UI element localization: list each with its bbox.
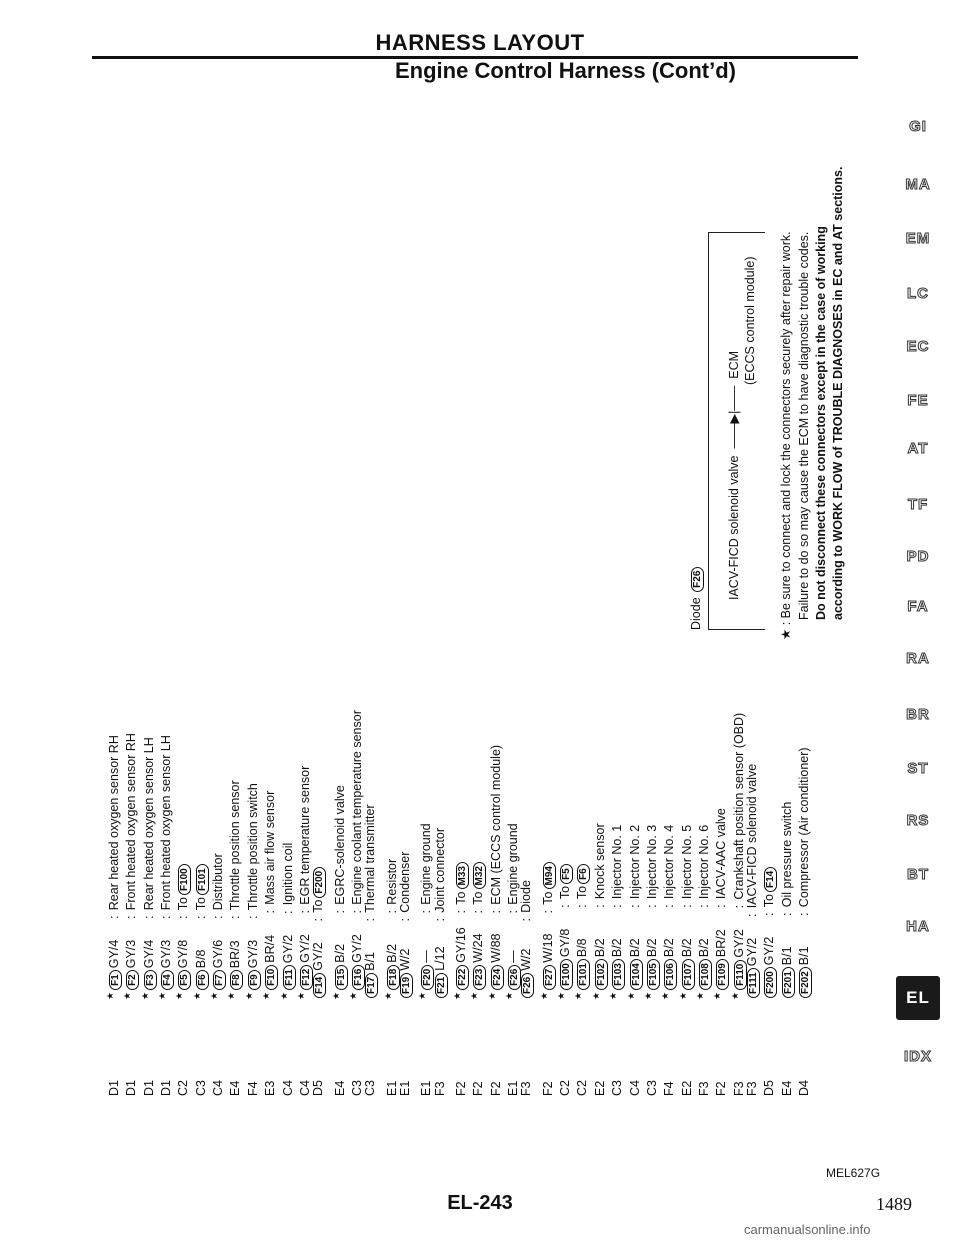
legend-wire: B/8 (193, 949, 208, 969)
star-icon: ★ (417, 991, 428, 1000)
legend-location: F2 (488, 1081, 503, 1096)
separator: : (797, 912, 811, 916)
separator: : (575, 904, 590, 908)
star-icon: ★ (157, 991, 168, 1000)
legend-wire: BR/3 (228, 940, 243, 969)
legend-wire: GY/2 (731, 929, 746, 958)
connector-icon: F17 (365, 973, 378, 998)
separator: : (697, 904, 712, 908)
legend-location: C3 (610, 1080, 625, 1096)
legend-wire: B/1 (797, 946, 811, 966)
star-icon: ★ (694, 991, 705, 1000)
legend-description: Injector No. 2 (627, 824, 642, 900)
legend-wire: GY/6 (211, 939, 226, 969)
legend-row (432, 828, 448, 1096)
connector-icon: F23 (474, 965, 487, 990)
legend-row (744, 764, 760, 1096)
star-icon: ★ (278, 991, 289, 1000)
legend-location: E1 (384, 1080, 399, 1096)
separator: : (211, 915, 226, 919)
diode-schematic: IACV-FICD solenoid valve ——▶|—— ECM (727, 350, 741, 600)
legend-location: D1 (159, 1080, 174, 1096)
legend-location: E4 (332, 1080, 347, 1096)
legend-wire: W/88 (488, 933, 503, 963)
star-icon: ★ (486, 991, 497, 1000)
legend-row (310, 865, 326, 1096)
legend-location: E1 (419, 1080, 434, 1096)
legend-wire: GY/2 (762, 936, 777, 966)
legend-description: IACV-AAC valve (714, 808, 729, 900)
legend-description: Injector No. 5 (679, 824, 694, 900)
separator: : (397, 918, 412, 922)
separator: : (176, 915, 191, 919)
separator: : (363, 918, 378, 922)
legend-location: C2 (176, 1080, 191, 1096)
star-icon: ★ (469, 991, 480, 1000)
separator: : (384, 909, 399, 914)
legend-row (796, 747, 812, 1096)
legend-location: C3 (350, 1080, 365, 1096)
to-prefix: To (454, 891, 469, 905)
separator: : (332, 909, 347, 914)
legend-wire: GY/2 (744, 937, 759, 967)
separator: : (432, 918, 447, 922)
legend-location: D1 (141, 1080, 156, 1096)
connector-icon: F200 (764, 967, 777, 998)
page-subtitle: Engine Control Harness (Cont’d) (395, 58, 736, 83)
legend-location: F3 (744, 1081, 759, 1096)
separator: : (159, 915, 174, 919)
connector-icon: F2 (127, 970, 140, 990)
connector-icon: F104 (630, 959, 643, 990)
legend-location: C2 (575, 1080, 590, 1096)
star-icon: ★ (660, 991, 671, 1000)
legend-description: Joint connector (432, 827, 447, 913)
separator: : (280, 910, 295, 914)
star-icon: ★ (105, 991, 115, 1000)
connector-icon: F9 (248, 970, 261, 990)
connector-icon: M94 (543, 862, 556, 889)
note-line-2: Failure to do so may cause the ECM to have diagnostic trouble codes. (797, 231, 811, 620)
legend-row (761, 865, 777, 1096)
legend-wire: BR/2 (714, 929, 729, 958)
nav-tab-rs[interactable]: RS (906, 812, 930, 829)
nav-tab-lc[interactable]: LC (907, 285, 929, 302)
star-icon: ★ (122, 991, 133, 1000)
connector-icon: F109 (716, 959, 729, 990)
legend-wire: B/2 (592, 938, 607, 958)
legend-description: Engine coolant temperature sensor (350, 710, 365, 905)
legend-row (518, 880, 534, 1096)
separator: : (350, 909, 365, 914)
separator: : (714, 904, 729, 908)
legend-location: F3 (697, 1081, 712, 1096)
star-icon: ★ (261, 991, 272, 1000)
star-icon: ★ (209, 991, 220, 1000)
nav-tab-tf[interactable]: TF (907, 496, 929, 513)
nav-tab-ec[interactable]: EC (906, 338, 930, 355)
connector-icon: M33 (456, 862, 469, 889)
to-prefix: To (471, 891, 486, 905)
legend-location: C4 (298, 1080, 312, 1096)
to-prefix: To (176, 897, 191, 911)
separator: : (454, 909, 469, 914)
legend-description: Distributor (211, 853, 226, 911)
separator: : (627, 904, 642, 908)
nav-tab-em[interactable]: EM (905, 230, 931, 247)
legend-location: F3 (432, 1081, 447, 1096)
nav-tab-gi[interactable]: GI (909, 118, 927, 135)
nav-tab-st[interactable]: ST (907, 760, 929, 777)
legend-location: E1 (397, 1080, 412, 1096)
legend-wire: B/2 (332, 943, 347, 963)
legend-wire: GY/3 (124, 939, 139, 969)
nav-tab-bt[interactable]: BT (907, 866, 929, 883)
connector-icon: F19 (400, 973, 413, 998)
connector-icon: F8 (231, 970, 244, 990)
figure-id: MEL627G (826, 1166, 881, 1180)
legend-location: F3 (519, 1081, 534, 1096)
nav-tab-ha[interactable]: HA (906, 918, 930, 935)
connector-icon: F101 (578, 959, 591, 990)
legend-location: D1 (107, 1080, 122, 1096)
separator: : (558, 904, 573, 908)
star-icon: ★ (226, 991, 237, 1000)
legend-wire: L/12 (432, 946, 447, 971)
legend-location: C4 (280, 1080, 295, 1096)
connector-icon: F14 (764, 867, 777, 892)
connector-icon: F18 (387, 965, 400, 990)
connector-icon: F22 (456, 965, 469, 990)
connector-icon: F107 (682, 959, 695, 990)
connector-icon: F110 (734, 960, 747, 990)
connector-icon: F15 (335, 965, 348, 990)
diode-symbol-icon: ——▶|—— (727, 382, 741, 452)
separator: : (471, 909, 486, 914)
legend-description: Engine ground (419, 823, 434, 905)
legend-wire: B/2 (384, 943, 399, 963)
to-prefix: To (540, 891, 555, 905)
page-code: EL-243 (447, 1192, 513, 1214)
separator: : (311, 918, 326, 922)
connector-icon: F3 (144, 970, 157, 990)
separator: : (592, 904, 607, 908)
connector-icon: F6 (578, 864, 591, 884)
legend-location: C4 (211, 1080, 226, 1096)
legend-wire: — (419, 950, 434, 963)
legend-wire: B/2 (679, 938, 694, 958)
separator: : (419, 909, 434, 914)
legend-location: C4 (627, 1080, 642, 1096)
legend-wire: W/2 (397, 948, 412, 971)
page-number: 1489 (876, 1194, 912, 1214)
legend-description: Throttle position switch (245, 783, 260, 911)
star-icon: ★ (573, 991, 584, 1000)
diode-ecm-sub: (ECCS control module) (743, 256, 757, 385)
connector-icon: F10 (265, 965, 278, 990)
connector-icon: F6 (196, 970, 209, 990)
connector-icon: F1 (109, 970, 122, 990)
star-icon: ★ (295, 991, 306, 1000)
star-icon: ★ (504, 991, 515, 1000)
legend-description: Front heated oxygen sensor LH (159, 735, 174, 911)
legend-description: ECM (ECCS control module) (488, 744, 503, 905)
legend-wire: GY/8 (176, 939, 191, 969)
legend-wire: GY/4 (107, 939, 122, 969)
connector-icon: F101 (196, 864, 209, 895)
legend-location: F4 (662, 1081, 677, 1096)
legend-wire: GY/2 (280, 934, 295, 964)
star-icon: ★ (642, 991, 653, 1000)
separator: : (645, 904, 659, 908)
legend-wire: B/2 (610, 938, 625, 958)
star-icon: ★ (330, 991, 341, 1000)
legend-wire: GY/3 (159, 939, 174, 969)
legend-location: E2 (592, 1080, 607, 1096)
connector-icon: F100 (179, 864, 192, 895)
separator: : (488, 909, 503, 914)
legend-description: IACV-FICD solenoid valve (744, 763, 759, 909)
to-prefix: To (311, 899, 326, 913)
connector-icon: F108 (699, 959, 712, 990)
separator: : (762, 912, 777, 916)
legend-row (779, 802, 795, 1096)
connector-icon: F26 (508, 965, 521, 990)
nav-tab-ma[interactable]: MA (905, 176, 931, 193)
legend-description: Injector No. 3 (645, 824, 659, 900)
nav-tab-ra[interactable]: RA (906, 650, 930, 667)
star-icon: ★ (729, 991, 740, 1000)
connector-icon: F105 (647, 959, 660, 990)
legend-description: EGRC-solenoid valve (332, 785, 347, 905)
connector-icon: M32 (474, 862, 487, 889)
legend-wire: GY/2 (350, 934, 365, 963)
legend-location: C3 (363, 1080, 378, 1096)
legend-wire: GY/16 (454, 927, 469, 963)
to-prefix: To (575, 885, 590, 900)
legend-wire: W/2 (519, 948, 534, 971)
legend-description: Injector No. 1 (610, 824, 625, 900)
connector-icon: F201 (782, 967, 795, 998)
legend-description: Resistor (384, 858, 399, 905)
legend-description: Diode (519, 880, 534, 913)
star-icon: ★ (382, 991, 393, 1000)
nav-tab-pd[interactable]: PD (906, 548, 930, 565)
connector-icon: F21 (435, 973, 448, 998)
star-icon: ★ (625, 991, 636, 1000)
connector-icon: F200 (313, 867, 326, 898)
legend-description: Condenser (397, 851, 412, 913)
legend-wire: W/24 (471, 933, 486, 963)
connector-icon: F106 (664, 959, 677, 990)
legend-location: E2 (679, 1080, 694, 1096)
legend-description: Throttle position sensor (228, 780, 243, 911)
legend-description: Front heated oxygen sensor RH (124, 733, 139, 911)
separator: : (610, 904, 625, 908)
separator: : (779, 912, 794, 916)
nav-tab-fa[interactable]: FA (907, 598, 929, 615)
star-icon: ★ (677, 991, 688, 1000)
legend-description: Mass air flow sensor (263, 790, 278, 905)
legend-wire: B/2 (627, 938, 642, 958)
star-icon: ★ (712, 991, 723, 1000)
legend-wire: GY/8 (558, 928, 573, 958)
legend-location: E4 (228, 1080, 243, 1096)
connector-icon: F102 (595, 959, 608, 990)
separator: : (263, 909, 278, 914)
legend-description: Compressor (Air conditioner) (797, 747, 811, 908)
legend-wire: GY/2 (298, 934, 312, 963)
connector-icon: F27 (543, 965, 556, 990)
connector-icon: F103 (612, 959, 625, 990)
legend-row (362, 804, 378, 1096)
to-prefix: To (193, 897, 208, 911)
legend-wire: GY/2 (311, 942, 326, 971)
legend-location: E1 (506, 1080, 521, 1096)
legend-description: Knock sensor (592, 823, 607, 900)
nav-tab-at[interactable]: AT (907, 440, 929, 457)
legend-wire: W/18 (540, 933, 555, 963)
connector-icon: F5 (179, 970, 192, 990)
connector-icon: F16 (352, 965, 365, 990)
to-prefix: To (762, 894, 777, 908)
connector-icon: F20 (421, 965, 434, 990)
separator: : (298, 909, 312, 914)
connector-icon: F4 (161, 970, 174, 990)
legend-location: C3 (645, 1080, 659, 1096)
separator: : (731, 904, 746, 909)
legend-description: Thermal transmitter (363, 804, 378, 913)
separator: : (193, 915, 208, 919)
separator: : (662, 904, 677, 908)
legend-description: Engine ground (506, 823, 521, 905)
legend-description: Injector No. 6 (697, 824, 712, 900)
star-icon: ★ (556, 991, 567, 1000)
note-line-3: Do not disconnect these connectors except in the case of working (814, 226, 828, 620)
legend-location: F2 (454, 1081, 469, 1096)
legend-wire: GY/4 (141, 939, 156, 969)
separator: : (679, 904, 694, 908)
connector-icon: F11 (283, 965, 296, 990)
separator: : (228, 915, 243, 919)
separator: : (245, 915, 260, 919)
legend-wire: — (506, 950, 521, 963)
legend-location: C2 (558, 1080, 573, 1096)
connector-icon: F111 (747, 968, 760, 998)
legend-description: Rear heated oxygen sensor RH (107, 735, 122, 911)
nav-tab-fe[interactable]: FE (907, 392, 929, 409)
legend-wire: B/2 (662, 938, 677, 958)
connector-icon: F26 (521, 973, 534, 998)
legend-location: D4 (797, 1080, 811, 1096)
legend-row (397, 852, 413, 1096)
legend-location: F2 (471, 1081, 486, 1096)
nav-tab-el[interactable]: EL (896, 976, 940, 1020)
star-icon: ★ (590, 991, 601, 1000)
legend-location: D1 (124, 1080, 139, 1096)
legend-wire: B/8 (575, 938, 590, 958)
connector-icon: F24 (491, 965, 504, 990)
star-icon: ★ (243, 991, 254, 1000)
note-line-4: according to WORK FLOW of TROUBLE DIAGNOSES in EC and AT sections. (831, 166, 845, 620)
to-prefix: To (558, 885, 573, 900)
legend-location: E4 (779, 1080, 794, 1096)
nav-tab-idx[interactable]: IDX (903, 1048, 932, 1065)
note-line-1: ★ : Be sure to connect and lock the connectors securely after repair work. (779, 231, 793, 640)
connector-icon: F26 (691, 567, 704, 592)
star-icon: ★ (538, 991, 549, 1000)
legend-wire: GY/3 (245, 939, 260, 969)
legend-location: F2 (714, 1081, 729, 1096)
connector-icon: F14 (313, 973, 326, 998)
star-icon: ★ (452, 991, 462, 1000)
legend-wire: B/1 (363, 952, 378, 971)
legend-location: F2 (540, 1081, 555, 1096)
watermark: carmanualsonline.info (744, 1222, 871, 1237)
separator: : (744, 913, 759, 918)
diode-title: Diode F26 (688, 565, 704, 630)
legend-location: E3 (263, 1080, 278, 1096)
page-title: HARNESS LAYOUT (375, 30, 585, 55)
legend-location: F3 (731, 1081, 746, 1096)
legend-wire: B/1 (779, 946, 794, 966)
star-icon: ★ (174, 991, 185, 1000)
legend-description: Crankshaft position sensor (OBD) (731, 712, 746, 900)
legend-description: Rear heated oxygen sensor LH (141, 737, 156, 911)
nav-tab-br[interactable]: BR (906, 706, 930, 723)
separator: : (506, 909, 521, 914)
star-icon: ★ (139, 991, 150, 1000)
star-icon: ★ (191, 991, 202, 1000)
star-icon: ★ (608, 991, 619, 1000)
legend-location: C3 (193, 1080, 208, 1096)
separator: : (141, 915, 156, 919)
legend-description: EGR temperature sensor (298, 765, 312, 905)
legend-location: D5 (762, 1080, 777, 1096)
separator: : (124, 915, 139, 919)
star-icon: ★ (779, 628, 793, 640)
connector-icon: F202 (799, 967, 812, 998)
legend-description: Injector No. 4 (662, 824, 677, 900)
legend-wire: BR/4 (263, 934, 278, 963)
legend-wire: B/2 (645, 938, 659, 958)
connector-icon: F12 (300, 965, 313, 990)
connector-icon: F100 (560, 959, 573, 990)
legend-description: Ignition coil (280, 842, 295, 906)
separator: : (540, 909, 555, 914)
legend-wire: B/2 (697, 938, 712, 958)
legend-description: Oil pressure switch (779, 801, 794, 908)
separator: : (107, 915, 122, 919)
legend-location: D5 (311, 1080, 326, 1096)
connector-icon: F5 (560, 864, 573, 884)
legend-location: F4 (245, 1081, 260, 1096)
connector-icon: F7 (213, 970, 226, 990)
separator: : (519, 918, 534, 922)
star-icon: ★ (347, 991, 358, 1000)
